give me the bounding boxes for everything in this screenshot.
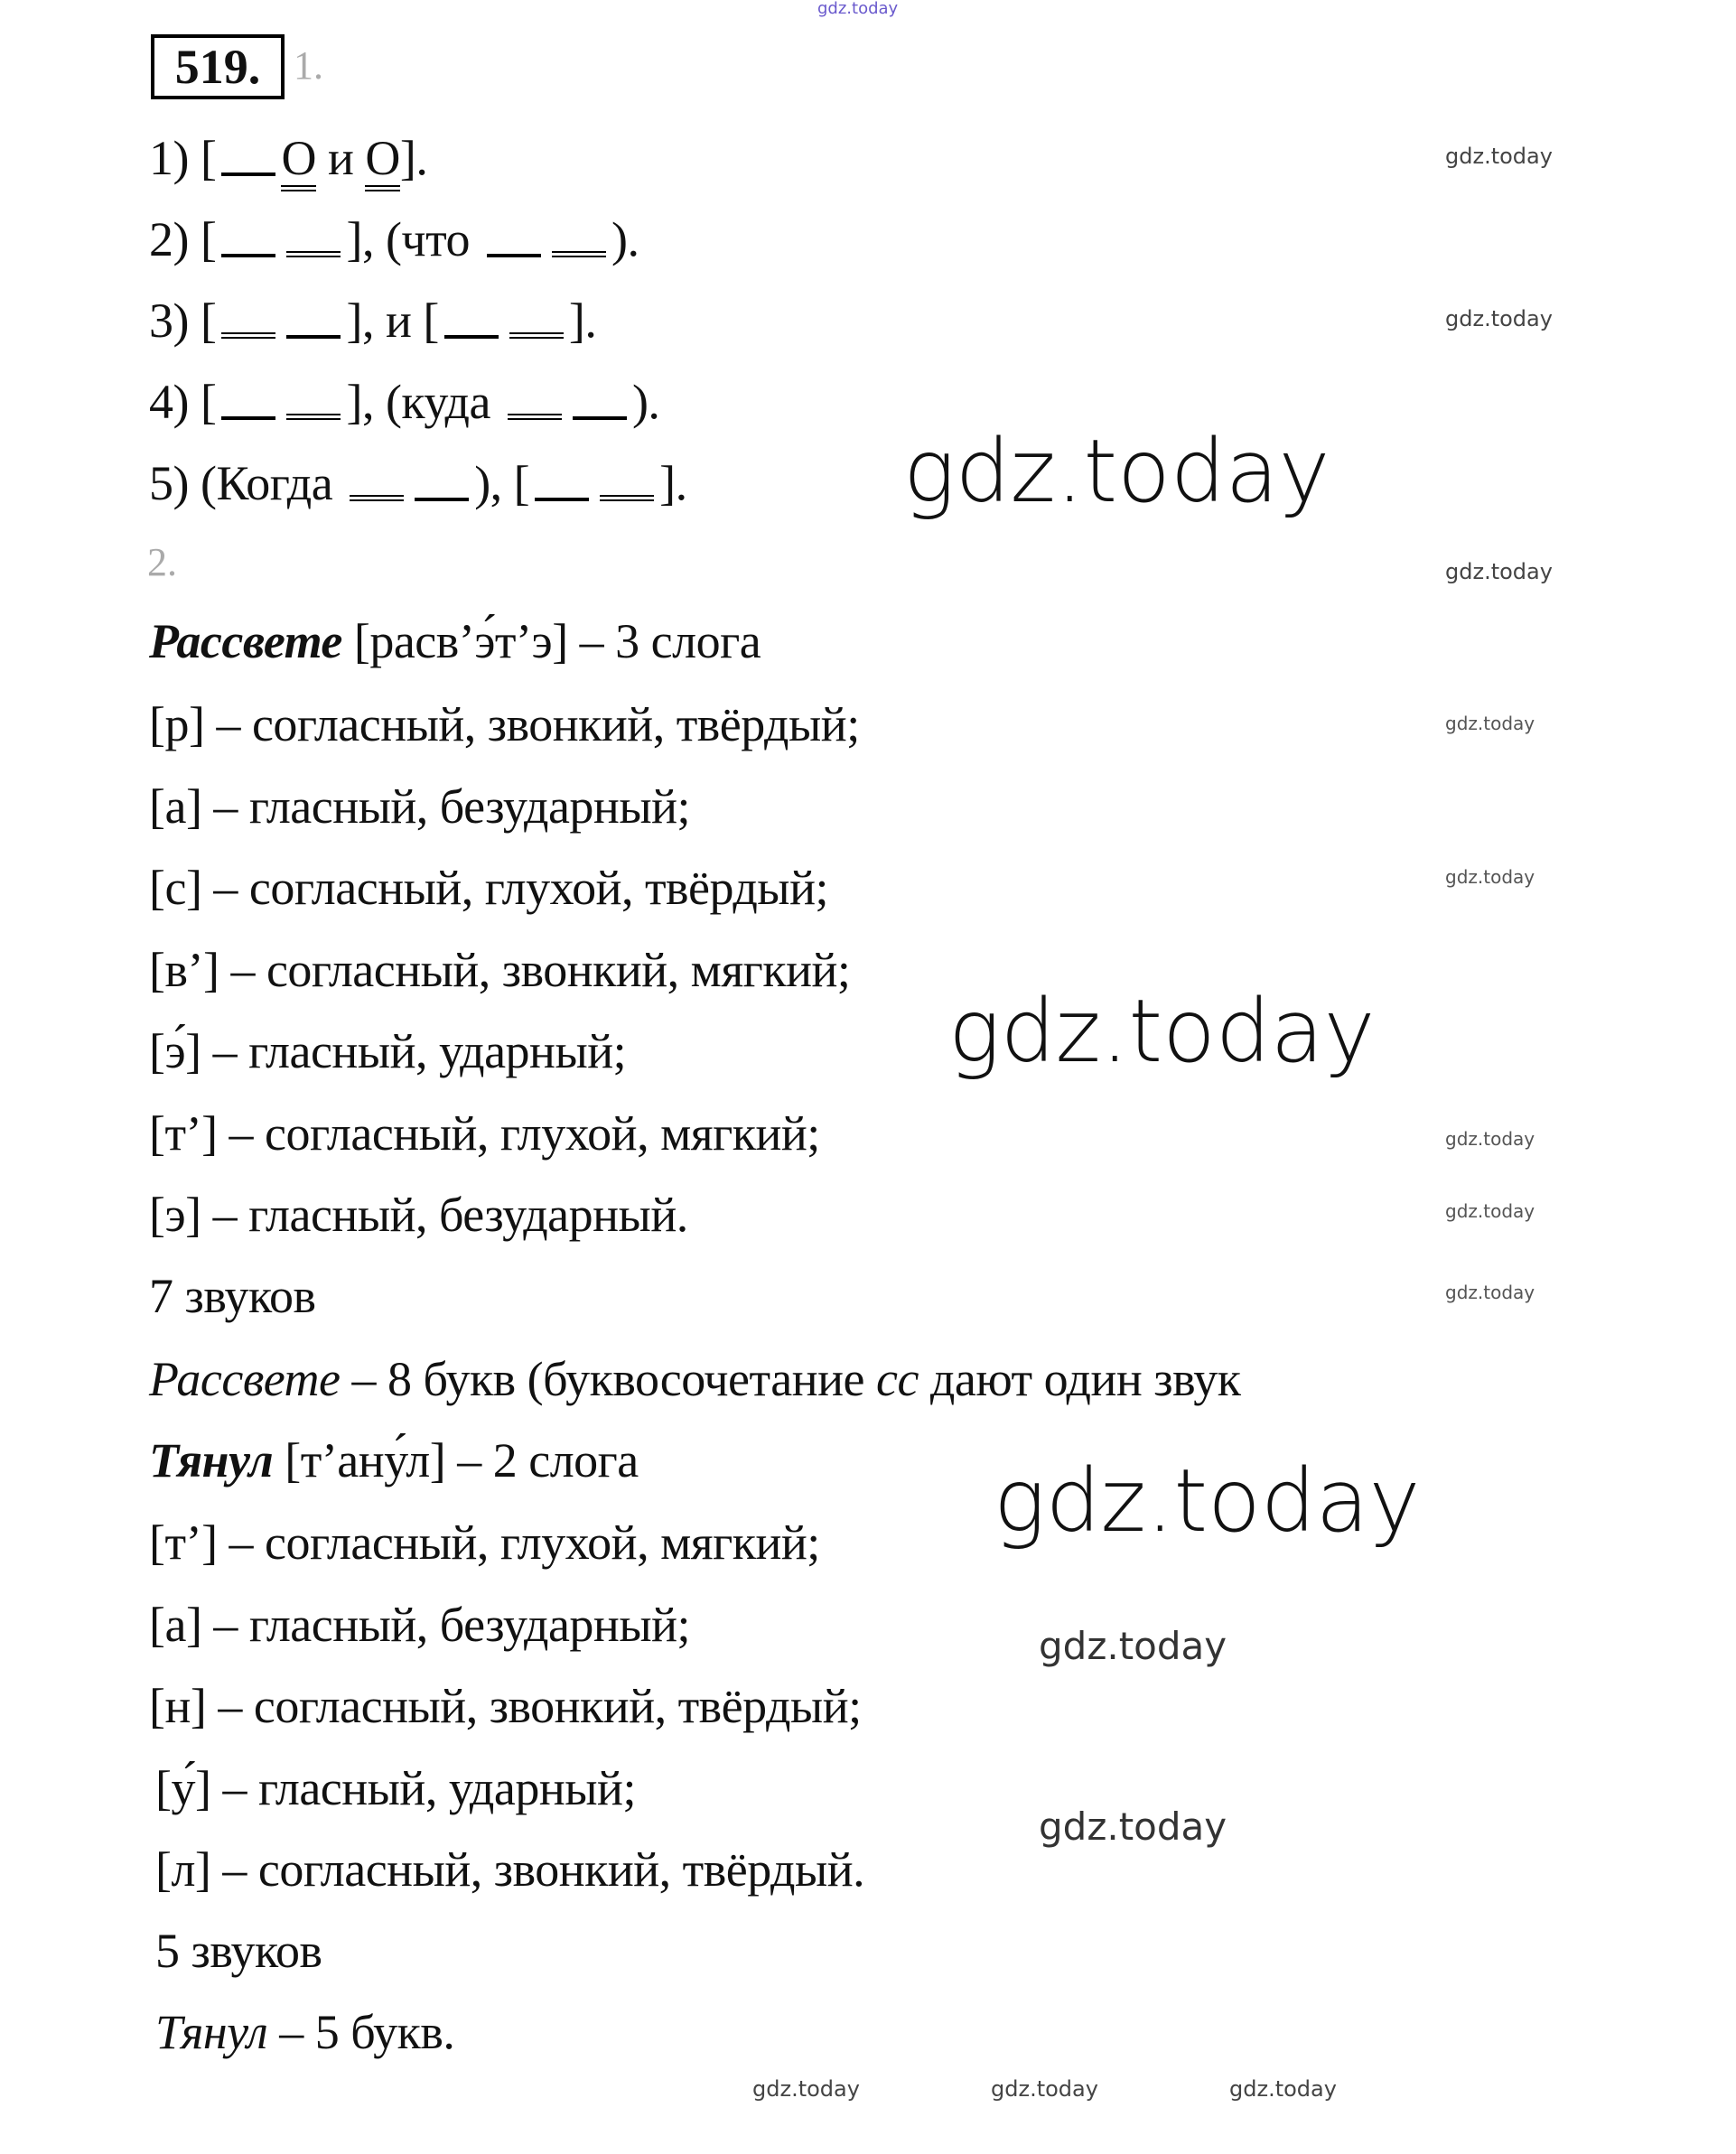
scheme-text: ). (631, 375, 660, 429)
word2-letters (155, 2005, 454, 2059)
sound-line: [э́] – гласный, ударный; (149, 1024, 627, 1078)
scheme-text: ]. (399, 131, 428, 185)
watermark: gdz.today (1445, 1128, 1535, 1150)
sound-line: [л] – согласный, звонкий, твёрдый. (155, 1842, 865, 1897)
watermark: gdz.today (752, 2076, 860, 2102)
scheme-line (149, 456, 687, 510)
exercise-number: 519. (151, 34, 285, 99)
scheme-text: 1) [ (149, 131, 217, 185)
part1-label: 1. (294, 43, 323, 88)
word2-sound-count: 5 звуков (155, 1924, 322, 1978)
scheme-text: 2) [ (149, 212, 217, 266)
word1-heading (149, 614, 761, 668)
word1-transcription: [расв’э́т’э] – 3 слога (341, 614, 761, 668)
predicate-underline (552, 247, 606, 257)
sound-line: [а] – гласный, безударный; (149, 1597, 691, 1652)
watermark: gdz.today (1039, 1624, 1227, 1668)
subject-underline (286, 330, 341, 339)
scheme-text: ]. (568, 294, 597, 348)
scheme-text: 3) [ (149, 294, 217, 348)
scheme-line (149, 212, 639, 266)
subject-underline (444, 330, 499, 339)
word1-letters-text: – 8 букв (буквосочетание (340, 1352, 876, 1406)
predicate-word: О (281, 131, 316, 191)
word2-heading (149, 1433, 639, 1487)
watermark: gdz.today (903, 421, 1330, 522)
watermark: gdz.today (991, 2076, 1098, 2102)
word2-letters-text: – 5 букв. (267, 2005, 455, 2059)
scheme-text: ]. (659, 456, 687, 510)
scheme-text: 4) [ (149, 375, 217, 429)
watermark: gdz.today (1229, 2076, 1337, 2102)
watermark: gdz.today (1445, 559, 1553, 584)
sound-line: [в’] – согласный, звонкий, мягкий; (149, 942, 851, 997)
word2-letters-word: Тянул (155, 2005, 268, 2059)
scheme-text: ), [ (474, 456, 530, 510)
sound-line: [р] – согласный, звонкий, твёрдый; (149, 697, 860, 751)
watermark: gdz.today (1445, 144, 1553, 169)
word1-sound-count: 7 звуков (149, 1269, 316, 1323)
sound-line: [у́] – гласный, ударный; (155, 1760, 636, 1815)
word1-letters-cc: сс (875, 1352, 919, 1406)
sound-line: [т’] – согласный, глухой, мягкий; (149, 1105, 820, 1161)
predicate-underline (286, 247, 341, 257)
predicate-underline (508, 410, 562, 420)
word1-word: Рассвете (149, 614, 342, 668)
sound-line: [н] – согласный, звонкий, твёрдый; (149, 1679, 862, 1733)
subject-underline (573, 411, 627, 420)
watermark: gdz.today (994, 1450, 1421, 1552)
scheme-text: ], (куда (346, 375, 502, 429)
watermark: gdz.today (1445, 866, 1535, 888)
word1-letters-text-b: дают один звук (918, 1352, 1241, 1406)
predicate-underline (350, 491, 404, 501)
scheme-line (149, 375, 659, 429)
subject-underline (221, 411, 275, 420)
subject-underline (535, 492, 589, 501)
predicate-underline (221, 329, 275, 339)
sound-line: [т’] – согласный, глухой, мягкий; (149, 1515, 820, 1570)
watermark: gdz.today (1445, 1200, 1535, 1222)
sound-line: [э] – гласный, безударный. (149, 1188, 688, 1242)
predicate-underline (600, 491, 654, 501)
watermark: gdz.today (1445, 713, 1535, 734)
predicate-underline (509, 329, 564, 339)
subject-underline (221, 248, 275, 257)
sound-line: [с] – согласный, глухой, твёрдый; (149, 861, 828, 915)
scheme-text: ). (611, 212, 639, 266)
watermark: gdz.today (1445, 306, 1553, 331)
scheme-line (149, 131, 427, 185)
predicate-underline (286, 410, 341, 420)
word2-transcription: [т’ану́л] – 2 слога (273, 1433, 639, 1487)
watermark: gdz.today (817, 0, 899, 18)
subject-underline (415, 492, 469, 501)
scheme-text: 5) (Когда (149, 456, 345, 510)
part2-label: 2. (147, 540, 177, 584)
watermark: gdz.today (1445, 1282, 1535, 1303)
subject-underline (487, 248, 541, 257)
scheme-text: ], (что (346, 212, 481, 266)
word2-word: Тянул (149, 1433, 274, 1487)
sound-line: [а] – гласный, безударный; (149, 779, 691, 834)
word1-letters (149, 1352, 1241, 1406)
watermark: gdz.today (1039, 1804, 1227, 1849)
watermark: gdz.today (948, 981, 1376, 1082)
scheme-text: ], и [ (346, 294, 439, 348)
word1-letters-word: Рассвете (149, 1352, 341, 1406)
scheme-line (149, 294, 596, 348)
scheme-text: и (315, 131, 366, 185)
subject-underline (221, 167, 275, 176)
predicate-word: О (365, 131, 400, 191)
